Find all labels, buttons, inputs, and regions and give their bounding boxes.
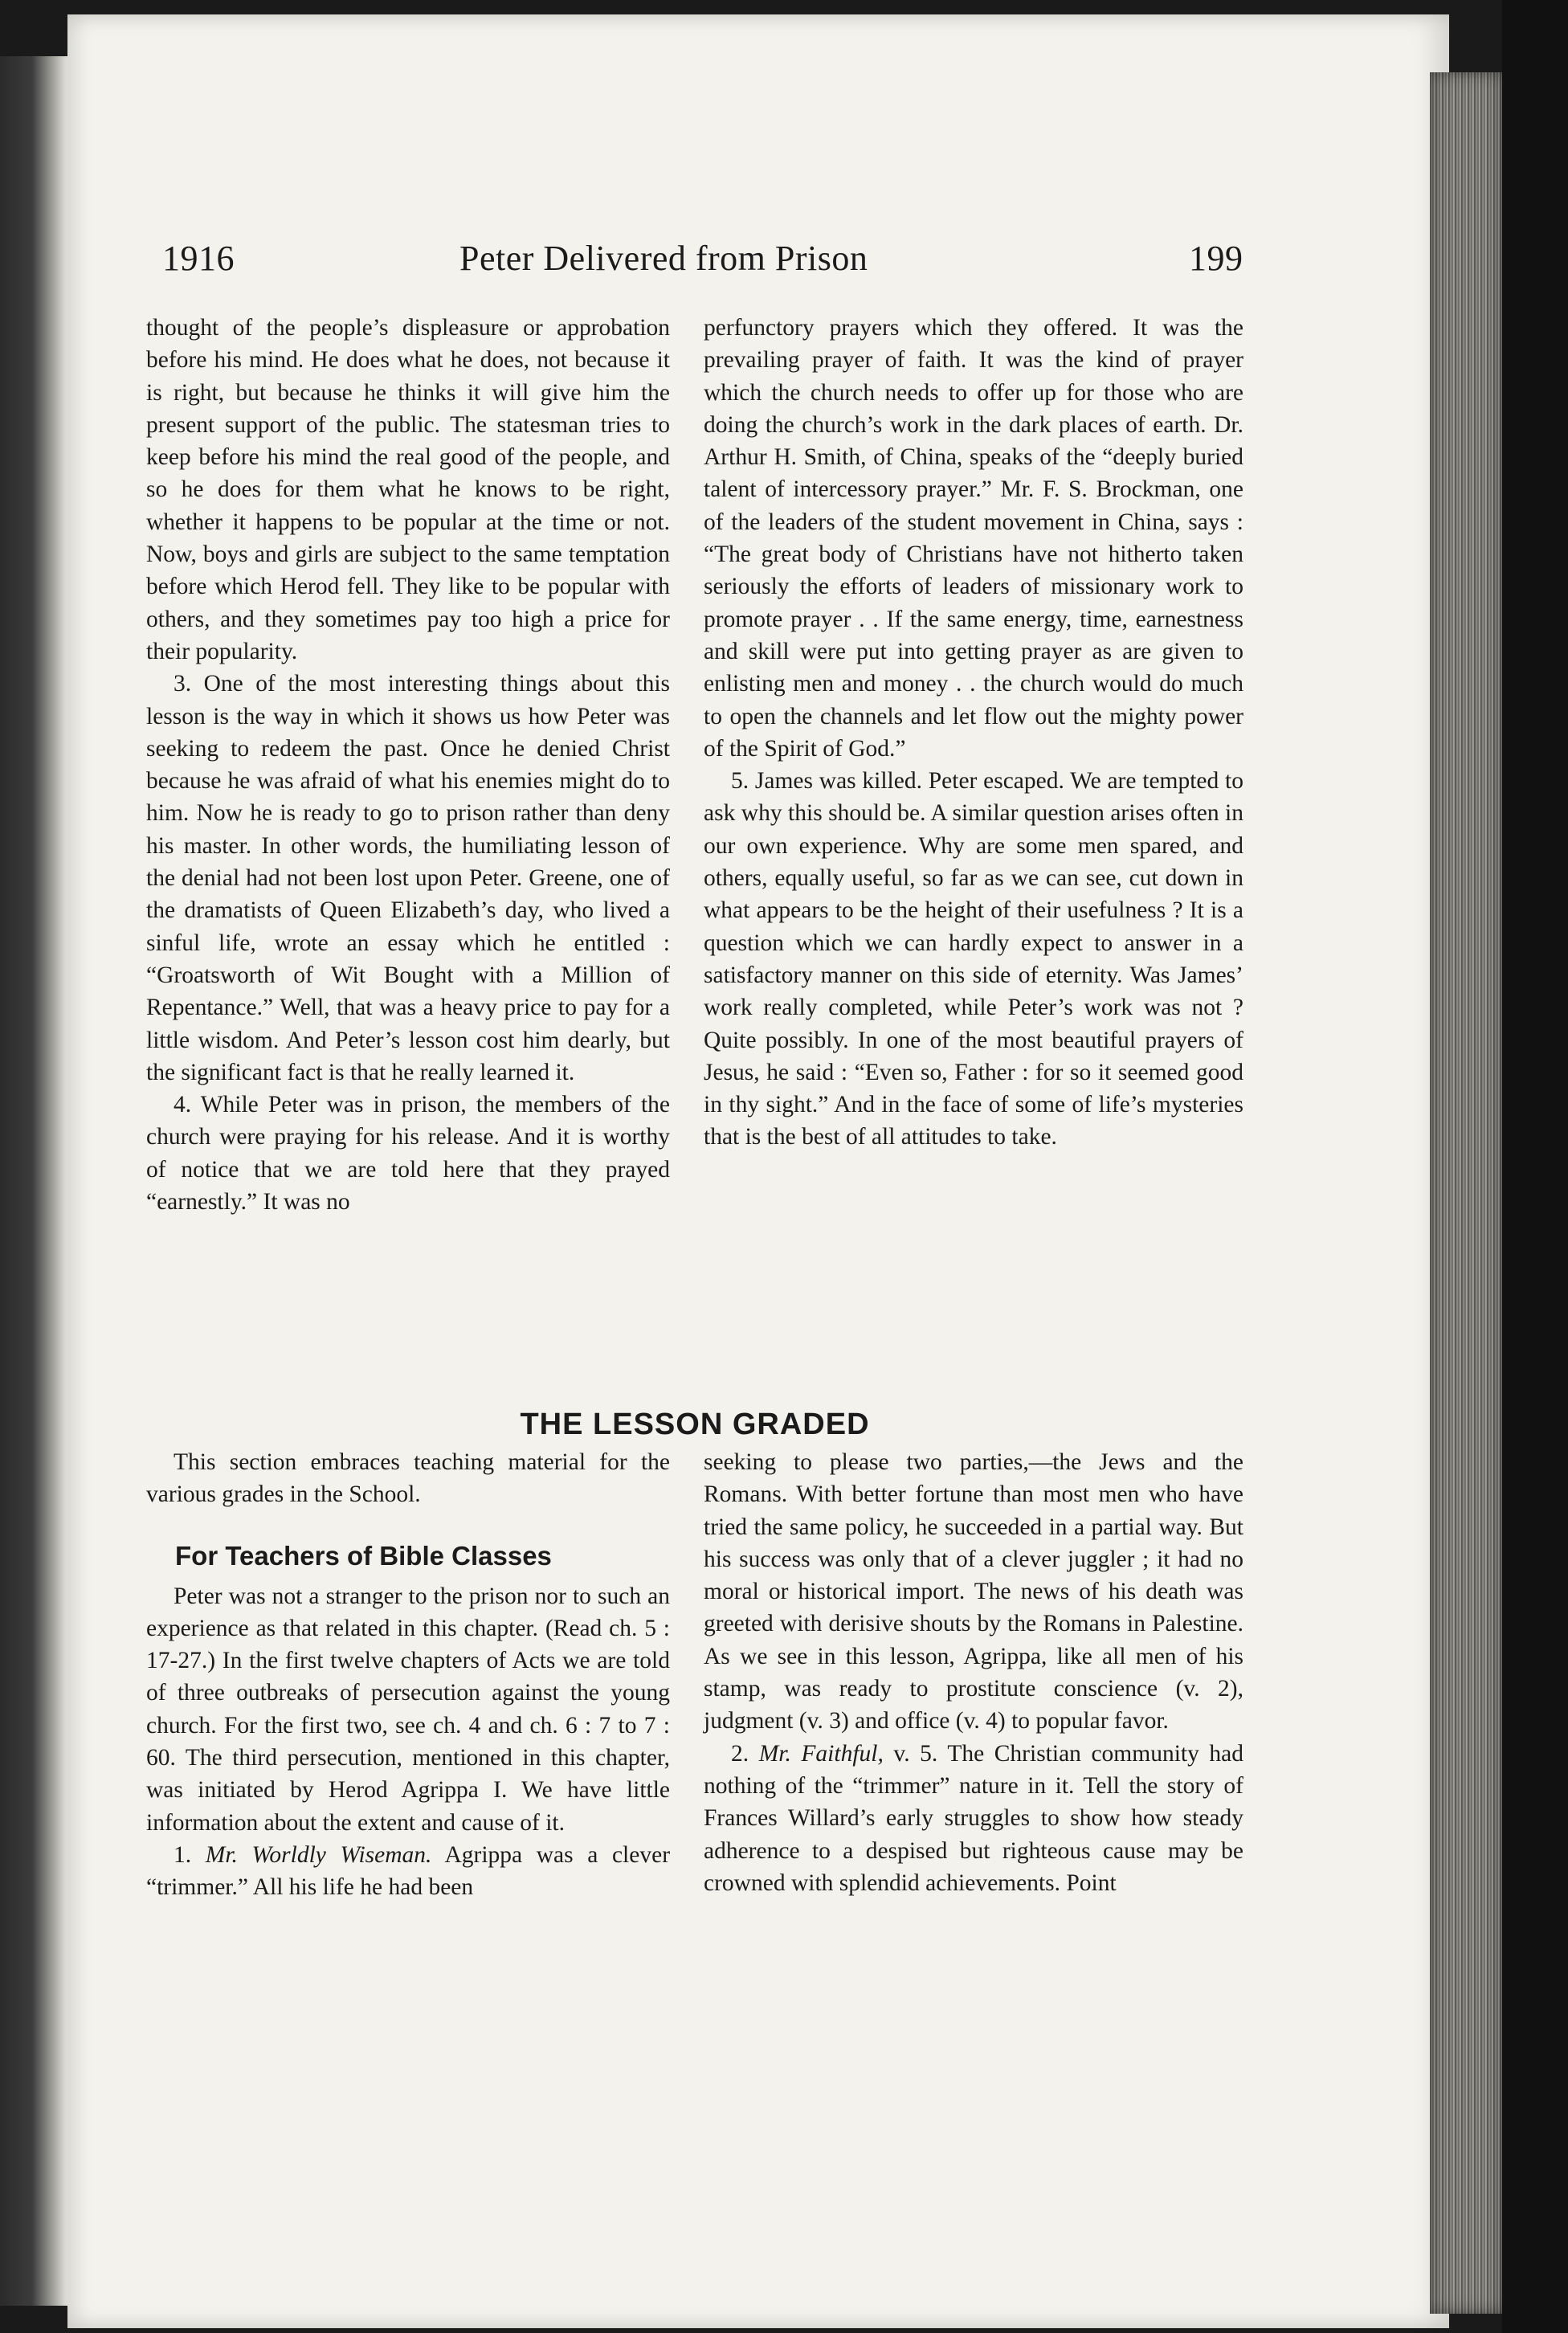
italic-term: Mr. Worldly Wiseman. — [205, 1841, 432, 1868]
page-edges — [1430, 72, 1502, 2314]
background-edge — [1502, 0, 1568, 2333]
paragraph: 3. One of the most interesting things about this lesson is the way in which it shows us how Peter was seeking to redeem the past. Once he denied Christ because he was afraid of what his enemies might do to him. Now he is ready to go to prison rather than deny his master. In other words, the humiliating lesson of the denial had not been lost upon Peter. Greene, one of the dramatists of Queen Elizabeth’s day, who lived a sinful life, wrote an essay which he entitled : “Groatsworth of Wit Bought with a Million of Repentance.” Well, that was a heavy price to pay for a little wisdom. And Peter’s lesson cost him dearly, but the significant fact is that he really learned it. — [146, 671, 670, 1085]
header-title: Peter Delivered from Prison — [459, 239, 868, 278]
bottom-left-column — [146, 1446, 670, 1904]
section-title: THE LESSON GRADED — [520, 1408, 870, 1441]
italic-term: Mr. Faithful, — [758, 1740, 884, 1767]
paragraph: seeking to please two parties,—the Jews and the Romans. With better fortune than most men who have tried the same policy, he succeeded in a partial way. But his success was only that of a clever juggler ; it had no moral or historical import. The news of his death was greeted with derisive shouts by the Romans in Palestine. As we see in this lesson, Agrippa, like all men of his stamp, was ready to prostitute conscience (v. 2), judgment (v. 3) and office (v. 4) to popular favor. — [704, 1449, 1243, 1734]
item-number: 1. — [174, 1841, 192, 1868]
paragraph-text: Agrippa was a clever “trimmer.” All his life he had been — [146, 1841, 671, 1901]
paragraph: 4. While Peter was in prison, the members of the church were praying for his release. And it is worthy of notice that we are told here that they prayed “earnestly.” It was no — [146, 1092, 670, 1216]
subheading: For Teachers of Bible Classes — [175, 1540, 552, 1571]
top-left-column — [146, 312, 670, 1218]
section-intro: This section embraces teaching material for the various grades in the School. — [146, 1449, 670, 1508]
paragraph: Peter was not a stranger to the prison nor to such an experience as that related in this chapter. (Read ch. 5 : 17-27.) In the first twelve chapters of Acts we are told of three outbreaks of persecution against the young church. For the first two, see ch. 4 and ch. 6 : 7 to 7 : 60. The third persecution, mentioned in this chapter, was initiated by Herod Agrippa I. We have little information about the extent and cause of it. — [146, 1583, 670, 1836]
header-year: 1916 — [162, 239, 235, 278]
paragraph: thought of the people’s displeasure or approbation before his mind. He does what he does, not because it is right, but because he thinks it will give him the present support of the public. The statesman tries to keep before his mind the real good of the people, and so he does for them what he knows to be right, whether it happens to be popular at the time or not. Now, boys and girls are subject to the same temptation before which Herod fell. They like to be popular with others, and they sometimes pay too high a price for their popularity. — [146, 315, 670, 664]
paragraph: perfunctory prayers which they offered. It was the prevailing prayer of faith. It was the kind of prayer which the church needs to offer up for those who are doing the church’s work in the dark places of earth. Dr. Arthur H. Smith, of China, speaks of the “deeply buried talent of intercessory prayer.” Mr. F. S. Brockman, one of the leaders of the student movement in China, says : “The great body of Christians have not hitherto taken seriously the efforts of leaders of missionary work to promote prayer . . If the same energy, time, earnestness and skill were put into getting prayer as are given to enlisting men and money . . the church would do much to open the channels and let flow out the mighty power of the Spirit of God.” — [704, 315, 1243, 762]
page-number: 199 — [1189, 239, 1243, 278]
paragraph-text: v. 5. The Christian community had nothing of the “trimmer” nature in it. Tell the story of Frances Willard’s early struggles to show how steady adherence to a despised but righteous cause may be crowned with splendid achievements. Point — [704, 1740, 1243, 1896]
paragraph — [704, 1738, 1243, 1899]
paragraph — [146, 1839, 670, 1904]
book-spine-shadow — [0, 56, 72, 2306]
running-header — [154, 238, 1263, 294]
bottom-right-column — [704, 1446, 1243, 1899]
paragraph: 5. James was killed. Peter escaped. We are tempted to ask why this should be. A similar question arises often in our own experience. Why are some men spared, and others, equally useful, so far as we can see, cut down in what appears to be the height of their usefulness ? It is a question which we can hardly expect to answer in a satisfactory manner on this side of eternity. Was James’ work really completed, while Peter’s work was not ? Quite possibly. In one of the most beautiful prayers of Jesus, he said : “Even so, Father : for so it seemed good in thy sight.” And in the face of some of life’s mysteries that is the best of all attitudes to take. — [704, 768, 1243, 1150]
top-right-column — [704, 312, 1243, 1154]
item-number: 2. — [731, 1740, 749, 1767]
